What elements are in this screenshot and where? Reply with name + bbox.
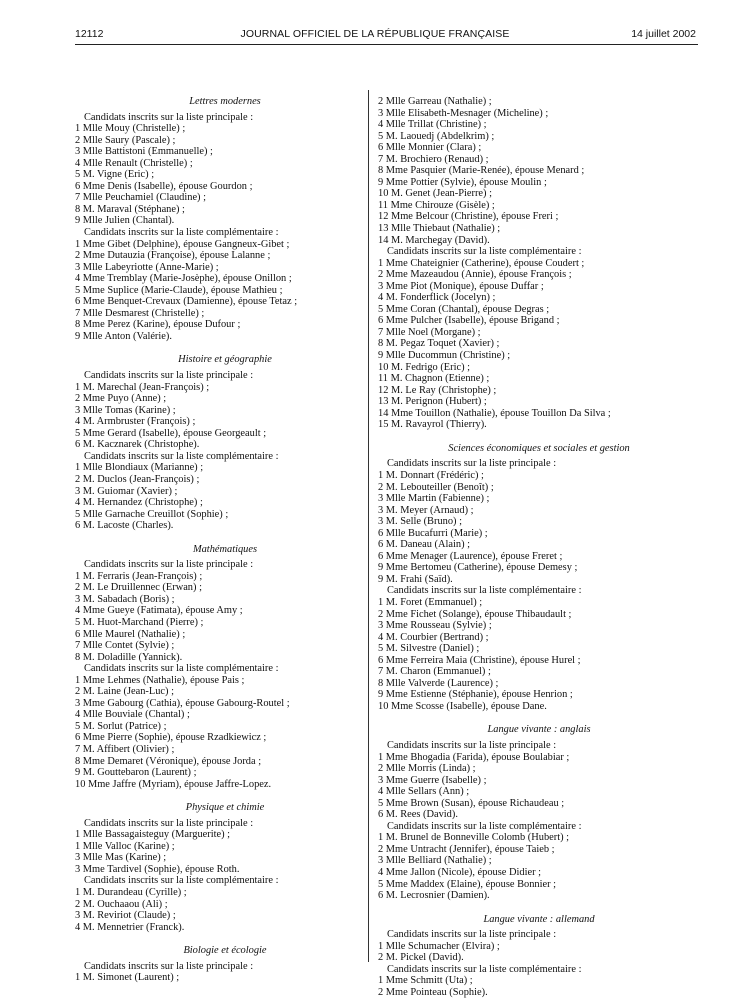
list-item: 6 M. Lecrosnier (Damien). bbox=[378, 890, 490, 902]
list-item: 2 M. Lebouteiller (Benoît) ; bbox=[378, 481, 494, 493]
list-heading: Candidats inscrits sur la liste principale : bbox=[387, 458, 557, 470]
list-item: 2 Mme Puyo (Anne) ; bbox=[75, 393, 167, 405]
list-item: 2 M. Le Druillennec (Erwan) ; bbox=[75, 582, 202, 594]
list-item: 3 M. Reviriot (Claude) ; bbox=[75, 910, 176, 922]
list-item: 9 Mlle Ducommun (Christine) ; bbox=[378, 350, 511, 362]
list-item: 3 M. Meyer (Arnaud) ; bbox=[378, 504, 474, 516]
list-item: 6 Mme Pulcher (Isabelle), épouse Brigand ; bbox=[378, 315, 560, 327]
list-item: 5 Mme Gerard (Isabelle), épouse Georgeault ; bbox=[75, 427, 267, 439]
list-item: 1 M. Ferraris (Jean-François) ; bbox=[75, 570, 203, 582]
list-item: 6 Mme Benquet-Crevaux (Damienne), épouse Tetaz ; bbox=[75, 296, 298, 308]
list-item: 3 Mlle Tomas (Karine) ; bbox=[75, 404, 176, 416]
list-heading: Candidats inscrits sur la liste complémentaire : bbox=[387, 820, 582, 832]
list-item: 11 M. Chagnon (Etienne) ; bbox=[378, 373, 490, 385]
list-item: 3 Mlle Elisabeth-Mesnager (Micheline) ; bbox=[378, 107, 549, 119]
section-title: Sciences économiques et sociales et gestion bbox=[448, 442, 630, 454]
list-item: 2 M. Ouchaaou (Ali) ; bbox=[75, 898, 168, 910]
list-item: 14 Mme Touillon (Nathalie), épouse Touillon Da Silva ; bbox=[378, 407, 611, 419]
list-item: 6 M. Kacznarek (Christophe). bbox=[75, 439, 200, 451]
list-item: 5 M. Sorlut (Patrice) ; bbox=[75, 720, 167, 732]
list-item: 2 M. Laine (Jean-Luc) ; bbox=[75, 686, 174, 698]
list-item: 9 Mlle Julien (Chantal). bbox=[75, 215, 175, 227]
list-heading: Candidats inscrits sur la liste complémentaire : bbox=[387, 585, 582, 597]
list-item: 1 M. Durandeau (Cyrille) ; bbox=[75, 887, 187, 898]
list-heading: Candidats inscrits sur la liste principale : bbox=[84, 370, 254, 382]
list-heading: Candidats inscrits sur la liste principale : bbox=[84, 817, 254, 829]
list-item: 2 Mme Untracht (Jennifer), épouse Taieb ; bbox=[378, 843, 555, 855]
list-item: 4 Mme Tremblay (Marie-Josèphe), épouse Onillon ; bbox=[75, 273, 292, 285]
list-item: 2 Mme Dutauzia (Françoise), épouse Lalanne ; bbox=[75, 250, 271, 262]
list-item: 7 M. Brochiero (Renaud) ; bbox=[378, 153, 489, 165]
list-item: 6 M. Rees (David). bbox=[378, 809, 458, 821]
list-item: 3 M. Selle (Bruno) ; bbox=[378, 516, 462, 528]
list-item: 1 Mme Bhogadia (Farida), épouse Boulabiar ; bbox=[378, 751, 570, 763]
list-item: 8 M. Pegaz Toquet (Xavier) ; bbox=[378, 338, 500, 350]
list-item: 9 Mme Pottier (Sylvie), épouse Moulin ; bbox=[378, 176, 547, 188]
list-heading: Candidats inscrits sur la liste complémentaire : bbox=[84, 875, 279, 887]
section-title: Langue vivante : anglais bbox=[487, 724, 591, 736]
list-item: 10 M. Genet (Jean-Pierre) ; bbox=[378, 188, 492, 200]
list-item: 8 Mme Perez (Karine), épouse Dufour ; bbox=[75, 319, 241, 331]
list-item: 13 Mlle Thiebaut (Nathalie) ; bbox=[378, 223, 501, 235]
list-item: 5 Mme Maddex (Elaine), épouse Bonnier ; bbox=[378, 878, 557, 890]
section-title: Histoire et géographie bbox=[178, 354, 272, 366]
list-heading: Candidats inscrits sur la liste principale : bbox=[84, 111, 254, 123]
list-item: 3 Mlle Martin (Fabienne) ; bbox=[378, 493, 490, 505]
list-item: 6 Mme Pierre (Sophie), épouse Rzadkiewicz ; bbox=[75, 732, 267, 744]
list-item: 4 Mlle Bouviale (Chantal) ; bbox=[75, 709, 190, 721]
list-item: 10 Mme Jaffre (Myriam), épouse Jaffre-Lopez. bbox=[75, 778, 272, 790]
list-item: 5 M. Laouedj (Abdelkrim) ; bbox=[378, 130, 495, 142]
issue-date: 14 juillet 2002 bbox=[631, 28, 696, 40]
list-item: 7 Mlle Noel (Morgane) ; bbox=[378, 326, 481, 338]
list-item: 5 M. Huot-Marchand (Pierre) ; bbox=[75, 616, 204, 628]
list-item: 3 Mme Gabourg (Cathia), épouse Gabourg-Routel ; bbox=[75, 697, 290, 709]
section-title: Biologie et écologie bbox=[183, 945, 267, 957]
section-title: Langue vivante : allemand bbox=[483, 913, 595, 925]
list-item: 15 M. Ravayrol (Thierry). bbox=[378, 419, 487, 431]
list-item: 4 M. Mennetrier (Franck). bbox=[75, 921, 185, 933]
right-column bbox=[378, 96, 700, 998]
list-heading: Candidats inscrits sur la liste complémentaire : bbox=[387, 246, 582, 258]
list-item: 2 Mlle Garreau (Nathalie) ; bbox=[378, 96, 492, 107]
list-item: 1 Mlle Bassagaisteguy (Marguerite) ; bbox=[75, 829, 231, 841]
list-item: 5 M. Vigne (Eric) ; bbox=[75, 169, 155, 181]
list-heading: Candidats inscrits sur la liste principale : bbox=[387, 929, 557, 941]
list-item: 1 M. Donnart (Frédéric) ; bbox=[378, 469, 484, 481]
list-item: 14 M. Marchegay (David). bbox=[378, 234, 490, 246]
list-item: 4 M. Hernandez (Christophe) ; bbox=[75, 497, 203, 509]
list-item: 6 M. Lacoste (Charles). bbox=[75, 520, 174, 532]
list-item: 4 Mlle Renault (Christelle) ; bbox=[75, 157, 193, 169]
list-item: 3 Mlle Mas (Karine) ; bbox=[75, 852, 167, 864]
journal-title: JOURNAL OFFICIEL DE LA RÉPUBLIQUE FRANÇAISE bbox=[240, 28, 510, 40]
list-heading: Candidats inscrits sur la liste complémentaire : bbox=[84, 227, 279, 239]
list-item: 3 Mlle Belliard (Nathalie) ; bbox=[378, 855, 492, 867]
list-item: 6 Mlle Bucafurri (Marie) ; bbox=[378, 527, 488, 539]
list-heading: Candidats inscrits sur la liste principale : bbox=[84, 559, 254, 571]
list-item: 4 M. Courbier (Bertrand) ; bbox=[378, 631, 489, 643]
list-item: 6 M. Daneau (Alain) ; bbox=[378, 539, 471, 551]
list-item: 2 M. Duclos (Jean-François) ; bbox=[75, 473, 200, 485]
list-item: 5 Mme Suplice (Marie-Claude), épouse Mathieu ; bbox=[75, 284, 283, 296]
list-heading: Candidats inscrits sur la liste principale : bbox=[387, 739, 557, 751]
list-item: 1 M. Marechal (Jean-François) ; bbox=[75, 381, 210, 393]
list-item: 4 Mme Gueye (Fatimata), épouse Amy ; bbox=[75, 605, 243, 617]
list-item: 1 Mme Lehmes (Nathalie), épouse Pais ; bbox=[75, 674, 245, 686]
left-column bbox=[75, 96, 375, 984]
list-item: 6 Mme Ferreira Maia (Christine), épouse Hurel ; bbox=[378, 654, 581, 666]
list-item: 1 M. Foret (Emmanuel) ; bbox=[378, 596, 483, 608]
section-title: Physique et chimie bbox=[185, 802, 265, 814]
page-header bbox=[0, 28, 750, 44]
list-heading: Candidats inscrits sur la liste complémentaire : bbox=[387, 963, 582, 975]
list-item: 2 Mlle Saury (Pascale) ; bbox=[75, 134, 176, 146]
list-item: 8 M. Maraval (Stéphane) ; bbox=[75, 203, 185, 215]
list-item: 4 M. Fonderflick (Jocelyn) ; bbox=[378, 292, 496, 304]
list-item: 9 M. Gouttebaron (Laurent) ; bbox=[75, 767, 197, 779]
list-item: 3 Mme Tardivel (Sophie), épouse Roth. bbox=[75, 863, 240, 875]
list-item: 3 Mlle Labeyriotte (Anne-Marie) ; bbox=[75, 261, 219, 273]
list-item: 7 Mlle Contet (Sylvie) ; bbox=[75, 640, 175, 652]
list-item: 8 Mme Pasquier (Marie-Renée), épouse Menard ; bbox=[378, 165, 585, 177]
list-item: 12 Mme Belcour (Christine), épouse Freri ; bbox=[378, 211, 559, 223]
list-item: 13 M. Perignon (Hubert) ; bbox=[378, 396, 487, 408]
list-item: 3 Mme Piot (Monique), épouse Duffar ; bbox=[378, 280, 544, 292]
list-item: 3 M. Sabadach (Boris) ; bbox=[75, 593, 175, 605]
list-item: 4 Mlle Trillat (Christine) ; bbox=[378, 119, 487, 131]
list-item: 1 M. Simonet (Laurent) ; bbox=[75, 972, 180, 984]
list-item: 5 Mlle Garnache Creuillot (Sophie) ; bbox=[75, 508, 229, 520]
section-title: Lettres modernes bbox=[189, 96, 261, 107]
list-item: 7 M. Affibert (Olivier) ; bbox=[75, 743, 175, 755]
header-rule bbox=[75, 44, 698, 45]
list-item: 8 M. Doladille (Yannick). bbox=[75, 651, 183, 663]
list-item: 3 Mme Rousseau (Sylvie) ; bbox=[378, 620, 492, 632]
list-item: 5 Mme Brown (Susan), épouse Richaudeau ; bbox=[378, 797, 565, 809]
list-item: 9 Mme Estienne (Stéphanie), épouse Henrion ; bbox=[378, 689, 573, 701]
list-item: 2 M. Pickel (David). bbox=[378, 952, 464, 964]
list-item: 9 M. Frahi (Saïd). bbox=[378, 573, 453, 585]
list-item: 6 Mme Menager (Laurence), épouse Freret ; bbox=[378, 550, 563, 562]
list-item: 4 M. Armbruster (François) ; bbox=[75, 416, 196, 428]
list-item: 1 Mlle Blondiaux (Marianne) ; bbox=[75, 462, 204, 474]
list-item: 11 Mme Chirouze (Gisèle) ; bbox=[378, 199, 495, 211]
list-item: 7 Mlle Desmarest (Christelle) ; bbox=[75, 307, 205, 319]
list-item: 9 Mme Bertomeu (Catherine), épouse Demesy ; bbox=[378, 562, 578, 574]
list-item: 2 Mme Fichet (Solange), épouse Thibaudault ; bbox=[378, 608, 572, 620]
list-item: 8 Mlle Valverde (Laurence) ; bbox=[378, 677, 499, 689]
list-item: 4 Mme Jallon (Nicole), épouse Didier ; bbox=[378, 867, 542, 878]
list-item: 3 Mlle Battistoni (Emmanuelle) ; bbox=[75, 146, 213, 158]
list-item: 3 M. Guiomar (Xavier) ; bbox=[75, 485, 178, 497]
list-item: 2 Mme Mazeaudou (Annie), épouse François ; bbox=[378, 269, 572, 281]
list-item: 7 Mlle Peuchamiel (Claudine) ; bbox=[75, 192, 207, 204]
list-item: 7 M. Charon (Emmanuel) ; bbox=[378, 666, 491, 678]
list-heading: Candidats inscrits sur la liste complémentaire : bbox=[84, 663, 279, 675]
list-item: 9 Mlle Anton (Valérie). bbox=[75, 330, 172, 342]
list-item: 1 Mlle Schumacher (Elvira) ; bbox=[378, 940, 500, 952]
list-item: 4 Mlle Sellars (Ann) ; bbox=[378, 786, 470, 798]
list-item: 6 Mlle Monnier (Clara) ; bbox=[378, 142, 482, 154]
list-item: 1 Mme Gibet (Delphine), épouse Gangneux-Gibet ; bbox=[75, 238, 290, 250]
list-item: 6 Mlle Maurel (Nathalie) ; bbox=[75, 628, 186, 640]
list-item: 2 Mme Pointeau (Sophie). bbox=[378, 986, 488, 998]
list-item: 3 Mme Guerre (Isabelle) ; bbox=[378, 774, 487, 786]
list-item: 1 Mlle Valloc (Karine) ; bbox=[75, 840, 175, 852]
section-title: Mathématiques bbox=[192, 543, 258, 555]
list-item: 5 M. Silvestre (Daniel) ; bbox=[378, 643, 480, 655]
list-item: 8 Mme Demaret (Véronique), épouse Jorda ; bbox=[75, 755, 262, 767]
list-item: 10 M. Fedrigo (Eric) ; bbox=[378, 361, 471, 373]
list-item: 5 Mme Coran (Chantal), épouse Degras ; bbox=[378, 303, 550, 315]
list-item: 10 Mme Scosse (Isabelle), épouse Dane. bbox=[378, 700, 547, 712]
list-item: 1 Mme Chateignier (Catherine), épouse Coudert ; bbox=[378, 257, 585, 269]
list-item: 2 Mlle Morris (Linda) ; bbox=[378, 763, 476, 775]
list-heading: Candidats inscrits sur la liste complémentaire : bbox=[84, 450, 279, 462]
list-item: 1 Mme Schmitt (Uta) ; bbox=[378, 975, 473, 987]
list-item: 12 M. Le Ray (Christophe) ; bbox=[378, 384, 497, 396]
list-item: 6 Mme Denis (Isabelle), épouse Gourdon ; bbox=[75, 180, 253, 192]
list-heading: Candidats inscrits sur la liste principale : bbox=[84, 960, 254, 972]
list-item: 1 M. Brunel de Bonneville Colomb (Hubert) ; bbox=[378, 832, 570, 844]
page-number: 12112 bbox=[75, 28, 104, 40]
list-item: 1 Mlle Mouy (Christelle) ; bbox=[75, 123, 186, 135]
